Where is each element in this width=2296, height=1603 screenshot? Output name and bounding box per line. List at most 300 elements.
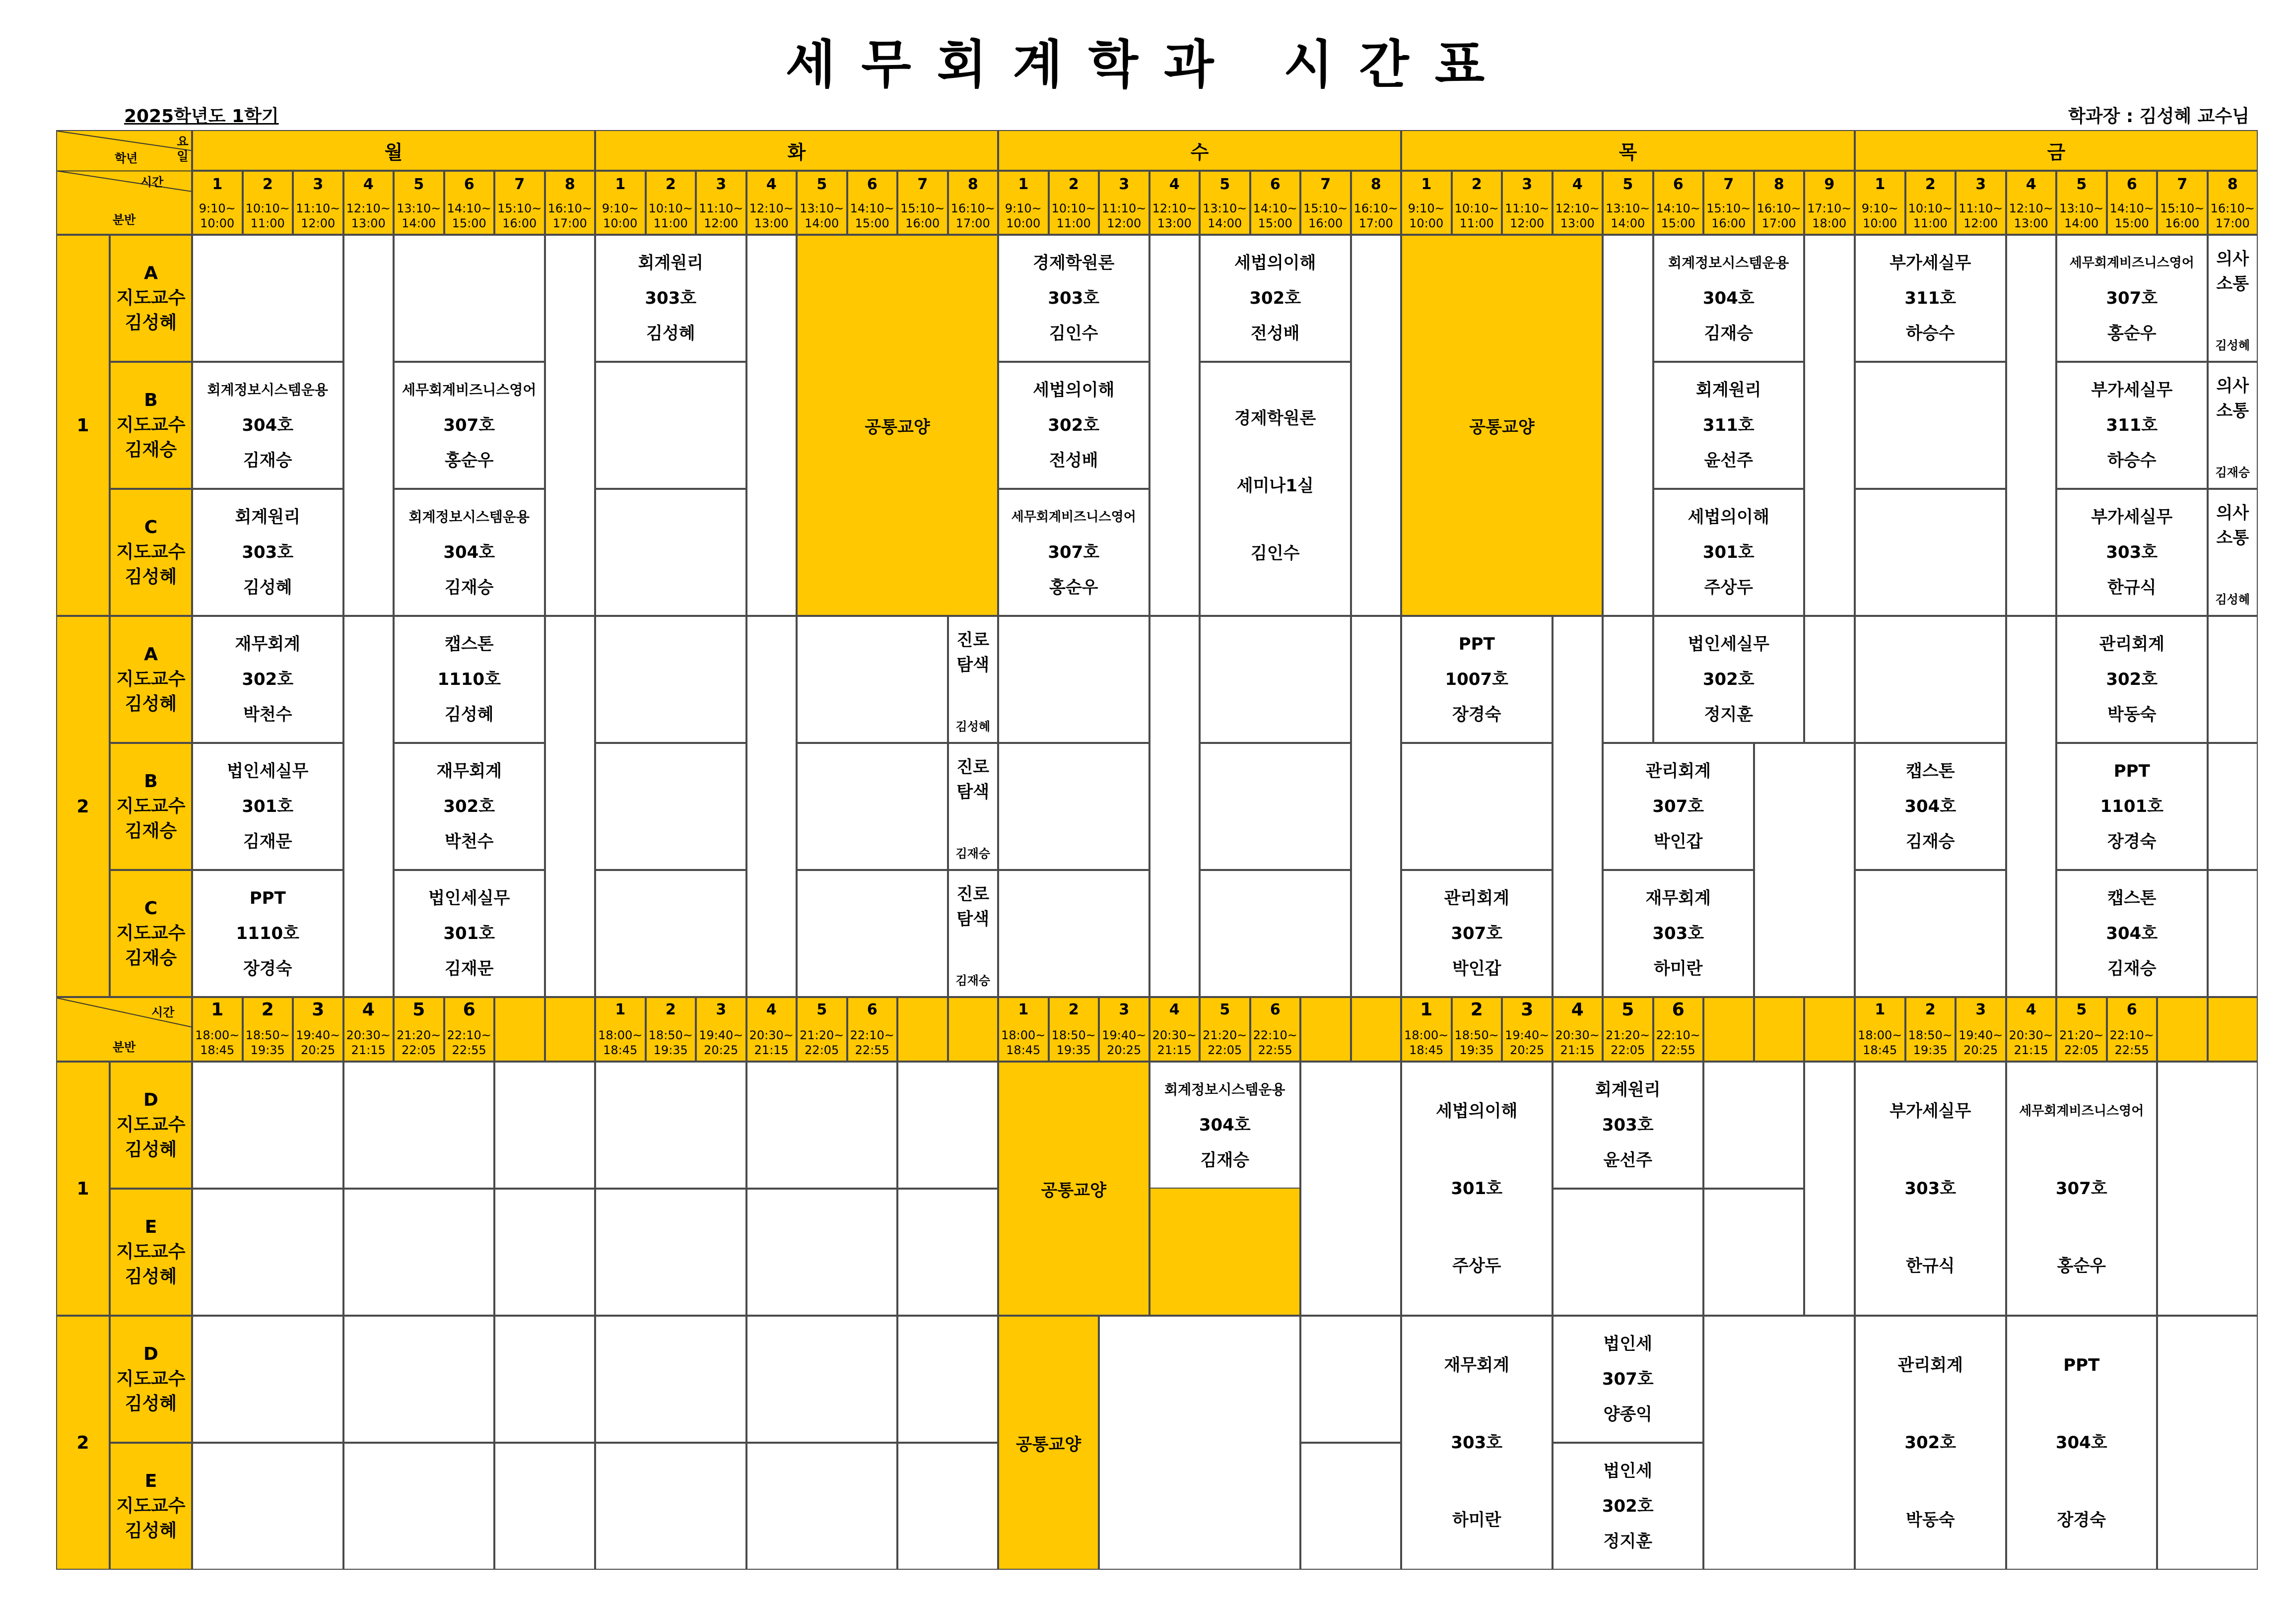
- night-period-header: [1653, 997, 1704, 1062]
- period-start: 22:10~: [1253, 1028, 1297, 1042]
- period-start: 22:10~: [1656, 1028, 1700, 1042]
- class-subject: 법인세실무: [1688, 634, 1769, 655]
- year-number: 2: [76, 1432, 89, 1453]
- period-start: 10:10~: [648, 201, 693, 215]
- header-time-label: 시간: [151, 1005, 175, 1019]
- class-subject: 관리회계: [1645, 761, 1711, 782]
- period-header: [1200, 171, 1250, 235]
- empty-slot: [343, 1443, 495, 1570]
- night-period-header: [2157, 997, 2208, 1062]
- period-end: 11:00: [1056, 216, 1091, 230]
- night-period-header: [2056, 997, 2107, 1062]
- class-subject: 캡스톤: [2107, 888, 2157, 909]
- advisor-label: 지도교수: [116, 669, 186, 689]
- class-block: [2208, 362, 2258, 489]
- class-subject: 회계원리: [1595, 1080, 1661, 1100]
- class-professor: 박천수: [243, 704, 292, 725]
- empty-slot: [494, 1316, 595, 1443]
- empty-slot: [1149, 235, 1200, 616]
- empty-slot: [192, 1062, 343, 1189]
- section-letter: C: [144, 898, 158, 919]
- empty-slot: [595, 743, 746, 870]
- class-subject: 세법의이해: [1436, 1101, 1518, 1121]
- period-number: 4: [1169, 1001, 1180, 1018]
- empty-slot: [1200, 870, 1351, 997]
- night-period-header: [998, 997, 1049, 1062]
- period-end: 21:15: [754, 1043, 789, 1057]
- class-room: 301호: [1702, 542, 1755, 562]
- header-section-label: 분반: [113, 213, 136, 227]
- class-block: [1855, 235, 2006, 362]
- period-start: 20:30~: [1555, 1028, 1600, 1042]
- advisor-label: 지도교수: [116, 923, 186, 943]
- period-number: 5: [2076, 1001, 2087, 1018]
- class-professor: 장경숙: [2057, 1510, 2106, 1530]
- class-room: 302호: [1048, 415, 1100, 435]
- empty-slot: [797, 870, 948, 997]
- class-room: 303호: [1602, 1115, 1654, 1135]
- period-start: 9:10~: [199, 201, 236, 215]
- night-period-header: [343, 997, 394, 1062]
- period-start: 19:40~: [296, 1028, 340, 1042]
- night-period-header: [1804, 997, 1855, 1062]
- period-end: 13:00: [1560, 216, 1595, 230]
- period-start: 18:50~: [1051, 1028, 1096, 1042]
- section-cell: [110, 870, 192, 997]
- night-period-header: [847, 997, 898, 1062]
- period-end: 14:00: [1611, 216, 1645, 230]
- common-liberal-block: [797, 235, 998, 616]
- advisor-label: 지도교수: [116, 1115, 186, 1135]
- period-number: 7: [1320, 176, 1331, 193]
- period-start: 14:10~: [1253, 201, 1297, 215]
- period-start: 13:10~: [2059, 201, 2104, 215]
- class-professor: 김인수: [1049, 323, 1098, 343]
- class-subject: 회계정보시스템운용: [1164, 1081, 1285, 1098]
- class-subject: PPT: [2063, 1355, 2100, 1375]
- class-block: [192, 616, 343, 743]
- period-end: 21:15: [1157, 1043, 1192, 1057]
- period-end: 14:00: [402, 216, 436, 230]
- section-letter: A: [144, 263, 158, 283]
- class-professor: 김재승: [1704, 323, 1754, 343]
- period-end: 10:00: [1006, 216, 1041, 230]
- advisor-label: 지도교수: [116, 415, 186, 435]
- empty-slot: [494, 1062, 595, 1189]
- night-period-header: [1754, 997, 1805, 1062]
- common-liberal-label: 공통교양: [1041, 1180, 1106, 1201]
- period-number: 6: [1270, 176, 1281, 193]
- advisor-name: 김재승: [125, 948, 177, 968]
- period-number: 3: [716, 1001, 727, 1018]
- class-subject: 재무회계: [1444, 1355, 1509, 1375]
- empty-slot: [2208, 870, 2258, 997]
- class-subject: 부가세실무: [1890, 253, 1971, 273]
- period-start: 10:10~: [245, 201, 290, 215]
- period-end: 12:00: [1510, 216, 1545, 230]
- period-start: 21:20~: [1203, 1028, 1247, 1042]
- year-cell: [56, 235, 110, 616]
- period-header: [394, 171, 444, 235]
- advisor-label: 지도교수: [116, 542, 186, 562]
- empty-slot: [343, 1316, 495, 1443]
- class-subject: 진로: [956, 757, 990, 777]
- advisor-name: 김재승: [125, 440, 177, 460]
- class-professor: 한규식: [1905, 1256, 1955, 1276]
- class-professor: 주상두: [1704, 577, 1754, 598]
- class-subject: 세법의이해: [1688, 507, 1769, 528]
- empty-slot: [998, 616, 1149, 743]
- class-subject: 법인세: [1603, 1334, 1653, 1354]
- period-number: 5: [1621, 1000, 1634, 1020]
- period-start: 20:30~: [346, 1028, 391, 1042]
- period-end: 20:25: [1510, 1043, 1545, 1057]
- period-end: 12:00: [704, 216, 739, 230]
- period-end: 10:00: [200, 216, 235, 230]
- period-header: [2157, 171, 2208, 235]
- class-block: [1401, 870, 1553, 997]
- class-subject: PPT: [249, 888, 286, 909]
- period-header: [1553, 171, 1603, 235]
- class-professor: 홍순우: [1049, 577, 1098, 598]
- empty-slot: [343, 616, 394, 997]
- period-start: 18:00~: [598, 1028, 643, 1042]
- period-start: 11:10~: [1102, 201, 1147, 215]
- advisor-name: 김재승: [125, 821, 177, 841]
- period-end: 22:05: [2064, 1043, 2099, 1057]
- class-subject: 회계정보시스템운용: [207, 382, 328, 399]
- period-end: 18:45: [1409, 1043, 1444, 1057]
- period-header: [1250, 171, 1301, 235]
- class-subject: 탐색: [956, 782, 990, 802]
- period-end: 19:35: [250, 1043, 285, 1057]
- period-number: 3: [1522, 176, 1533, 193]
- period-header: [1401, 171, 1452, 235]
- period-end: 21:15: [1560, 1043, 1595, 1057]
- period-end: 13:00: [2014, 216, 2048, 230]
- class-room: 307호: [1602, 1369, 1654, 1389]
- class-professor: 김재문: [243, 831, 292, 852]
- class-block: [1553, 1316, 1704, 1443]
- empty-slot: [1099, 1316, 1300, 1570]
- class-room: 303호: [2106, 542, 2158, 562]
- class-block: [948, 743, 999, 870]
- period-number: 7: [514, 176, 525, 193]
- header-day-label: 요일: [177, 134, 189, 163]
- empty-slot: [1855, 489, 2006, 616]
- period-start: 21:20~: [800, 1028, 844, 1042]
- class-subject: 세무회계비즈니스영어: [402, 382, 537, 399]
- period-start: 11:10~: [296, 201, 340, 215]
- class-block: [595, 235, 746, 362]
- class-subject: 관리회계: [1897, 1355, 1963, 1375]
- period-header: [243, 171, 293, 235]
- empty-slot: [1200, 616, 1351, 743]
- class-block: [2056, 489, 2208, 616]
- advisor-name: 김성혜: [125, 1139, 177, 1160]
- class-room: 1007호: [1445, 669, 1508, 689]
- period-number: 2: [665, 176, 676, 193]
- period-start: 15:10~: [1303, 201, 1348, 215]
- class-block: [2056, 616, 2208, 743]
- class-subject: 회계원리: [1696, 380, 1761, 401]
- section-letter: D: [143, 1344, 158, 1364]
- night-period-header: [394, 997, 444, 1062]
- night-period-header: [797, 997, 847, 1062]
- night-period-header: [1351, 997, 1402, 1062]
- period-end: 11:00: [653, 216, 688, 230]
- period-start: 18:00~: [1404, 1028, 1449, 1042]
- period-number: 6: [464, 176, 474, 193]
- empty-slot: [1703, 1189, 1804, 1316]
- class-room: 307호: [1451, 923, 1503, 943]
- class-subject: 재무회계: [436, 761, 502, 782]
- empty-slot: [494, 1443, 595, 1570]
- empty-slot: [998, 870, 1149, 997]
- class-professor: 윤선주: [1704, 450, 1754, 470]
- period-header: [343, 171, 394, 235]
- page-title: 세무회계학과 시간표: [785, 34, 1511, 95]
- period-number: 4: [766, 1001, 777, 1018]
- period-start: 22:10~: [447, 1028, 491, 1042]
- period-header: [1099, 171, 1149, 235]
- class-subject: PPT: [1458, 634, 1495, 655]
- year-number: 2: [76, 796, 89, 817]
- class-subject: 부가세실무: [2091, 380, 2173, 401]
- class-professor: 김재승: [2107, 958, 2157, 979]
- empty-slot: [1300, 1062, 1401, 1316]
- period-header: [847, 171, 898, 235]
- period-end: 22:55: [452, 1043, 486, 1057]
- night-period-header: [1905, 997, 1956, 1062]
- class-block: [1855, 1316, 2006, 1570]
- period-number: 1: [212, 176, 223, 193]
- section-cell: [110, 616, 192, 743]
- period-number: 8: [2227, 176, 2238, 193]
- period-end: 12:00: [1107, 216, 1142, 230]
- night-period-header: [545, 997, 596, 1062]
- period-end: 18:00: [1812, 216, 1847, 230]
- advisor-name: 김성혜: [125, 567, 177, 587]
- empty-slot: [746, 1189, 898, 1316]
- period-start: 16:10~: [2210, 201, 2255, 215]
- class-professor: 김재승: [1200, 1150, 1250, 1170]
- class-professor: 양종익: [1603, 1404, 1653, 1424]
- period-header: [1804, 171, 1855, 235]
- period-start: 12:10~: [1152, 201, 1197, 215]
- period-start: 15:10~: [497, 201, 542, 215]
- header-section-label: 분반: [113, 1040, 136, 1054]
- period-end: 19:35: [1913, 1043, 1948, 1057]
- class-room: 301호: [242, 796, 294, 816]
- year-cell: [56, 1316, 110, 1570]
- period-start: 14:10~: [447, 201, 491, 215]
- class-professor: 김재승: [2215, 466, 2250, 479]
- class-subject: PPT: [2113, 761, 2150, 782]
- empty-slot: [394, 235, 545, 362]
- section-letter: D: [143, 1090, 158, 1110]
- period-end: 17:00: [1761, 216, 1796, 230]
- class-block: [1200, 362, 1351, 616]
- period-start: 18:50~: [1908, 1028, 1953, 1042]
- common-liberal-label: 공통교양: [1469, 417, 1535, 437]
- period-end: 14:00: [805, 216, 839, 230]
- period-number: 4: [362, 1000, 375, 1020]
- class-professor: 정지훈: [1603, 1531, 1653, 1551]
- period-end: 16:00: [1711, 216, 1746, 230]
- period-end: 15:00: [1258, 216, 1292, 230]
- empty-slot: [1149, 616, 1200, 997]
- day-name: 목: [1619, 141, 1637, 163]
- period-start: 10:10~: [1908, 201, 1953, 215]
- empty-slot: [595, 489, 746, 616]
- period-number: 4: [1571, 1000, 1584, 1020]
- class-block: [1653, 362, 1805, 489]
- period-end: 15:00: [2114, 216, 2149, 230]
- class-block: [394, 870, 545, 997]
- class-professor: 박인갑: [1653, 831, 1703, 852]
- class-professor: 하승수: [1905, 323, 1955, 343]
- period-start: 16:10~: [1756, 201, 1801, 215]
- class-professor: 주상두: [1452, 1256, 1501, 1276]
- class-subject: 재무회계: [1645, 888, 1711, 909]
- empty-slot: [494, 1189, 595, 1316]
- period-start: 13:10~: [1203, 201, 1247, 215]
- class-room: 301호: [1451, 1179, 1503, 1199]
- section-cell: [110, 362, 192, 489]
- class-room: 304호: [443, 542, 495, 562]
- empty-slot: [746, 1316, 898, 1443]
- period-end: 11:00: [250, 216, 285, 230]
- class-professor: 홍순우: [444, 450, 494, 470]
- period-end: 15:00: [1661, 216, 1695, 230]
- empty-slot: [1300, 1443, 1401, 1570]
- empty-slot: [1804, 235, 1855, 616]
- class-room: 307호: [1048, 542, 1100, 562]
- night-period-header: [2006, 997, 2057, 1062]
- period-end: 10:00: [1409, 216, 1444, 230]
- header-corner: [56, 130, 192, 235]
- class-room: 302호: [242, 669, 294, 689]
- class-subject: 소통: [2216, 401, 2249, 421]
- empty-slot: [192, 235, 343, 362]
- class-professor: 김성혜: [646, 323, 695, 343]
- period-end: 13:00: [1157, 216, 1192, 230]
- class-room: 311호: [1904, 288, 1957, 308]
- advisor-name: 김성혜: [125, 694, 177, 714]
- class-professor: 홍순우: [2107, 323, 2157, 343]
- period-header: [494, 171, 545, 235]
- class-room: 304호: [1199, 1115, 1251, 1135]
- period-number: 6: [1270, 1001, 1281, 1018]
- period-end: 21:15: [2014, 1043, 2048, 1057]
- common-liberal-fill: [1149, 1189, 1301, 1316]
- class-room: 307호: [2055, 1179, 2107, 1199]
- empty-slot: [797, 743, 948, 870]
- period-header: [797, 171, 847, 235]
- class-subject: 법인세실무: [428, 888, 510, 909]
- class-subject: 탐색: [956, 655, 990, 675]
- period-start: 21:20~: [2059, 1028, 2104, 1042]
- common-liberal-label: 공통교양: [1015, 1434, 1081, 1455]
- class-room: 1101호: [2100, 796, 2163, 816]
- period-number: 8: [967, 176, 978, 193]
- period-start: 22:10~: [2109, 1028, 2154, 1042]
- class-block: [1603, 870, 1754, 997]
- period-header: [1049, 171, 1099, 235]
- day-name: 화: [787, 141, 806, 163]
- class-room: 311호: [2106, 415, 2158, 435]
- class-room: 304호: [1702, 288, 1755, 308]
- empty-slot: [2208, 616, 2258, 743]
- class-block: [394, 362, 545, 489]
- period-end: 14:00: [1208, 216, 1242, 230]
- period-end: 20:25: [1963, 1043, 1998, 1057]
- period-number: 6: [1673, 176, 1684, 193]
- class-professor: 박천수: [444, 831, 494, 852]
- class-subject: 세무회계비즈니스영어: [1011, 510, 1136, 525]
- empty-slot: [746, 235, 797, 616]
- empty-slot: [2157, 1062, 2258, 1316]
- class-block: [1603, 743, 1754, 870]
- period-start: 9:10~: [1005, 201, 1042, 215]
- night-period-header: [2107, 997, 2158, 1062]
- header-time-label: 시간: [140, 175, 164, 189]
- empty-slot: [1804, 1062, 1855, 1316]
- advisor-label: 지도교수: [116, 796, 186, 816]
- period-start: 21:20~: [397, 1028, 441, 1042]
- period-number: 5: [1219, 1001, 1230, 1018]
- empty-slot: [192, 1443, 343, 1570]
- class-room: 307호: [2106, 288, 2158, 308]
- empty-slot: [595, 616, 746, 743]
- period-end: 22:55: [2114, 1043, 2149, 1057]
- period-end: 22:05: [1611, 1043, 1645, 1057]
- class-subject: 세법의이해: [1033, 380, 1115, 401]
- period-end: 18:45: [1863, 1043, 1897, 1057]
- empty-slot: [1603, 616, 1653, 743]
- class-professor: 박동숙: [1905, 1510, 1955, 1530]
- class-subject: 세무회계비즈니스영어: [2019, 1104, 2144, 1119]
- period-start: 20:30~: [1152, 1028, 1197, 1042]
- empty-slot: [746, 616, 797, 997]
- class-room: 303호: [645, 288, 697, 308]
- period-start: 9:10~: [1408, 201, 1445, 215]
- class-professor: 박인갑: [1452, 958, 1501, 979]
- period-start: 15:10~: [2160, 201, 2205, 215]
- empty-slot: [2157, 1316, 2258, 1570]
- period-end: 22:05: [402, 1043, 436, 1057]
- period-number: 2: [1925, 1001, 1936, 1018]
- period-start: 15:10~: [900, 201, 945, 215]
- period-header: [1502, 171, 1553, 235]
- period-start: 14:10~: [2109, 201, 2154, 215]
- period-start: 13:10~: [397, 201, 441, 215]
- period-number: 4: [1572, 176, 1583, 193]
- night-period-header: [646, 997, 696, 1062]
- day-header-1: [192, 130, 595, 171]
- class-professor: 장경숙: [1452, 704, 1501, 725]
- class-professor: 장경숙: [2107, 831, 2157, 852]
- night-period-header: [1452, 997, 1502, 1062]
- common-liberal-label: 공통교양: [865, 417, 930, 437]
- class-subject: 캡스톤: [444, 634, 494, 655]
- day-name: 월: [384, 141, 403, 163]
- period-header: [1452, 171, 1502, 235]
- class-block: [1149, 1062, 1301, 1189]
- period-end: 22:55: [855, 1043, 889, 1057]
- period-number: 1: [615, 1001, 626, 1018]
